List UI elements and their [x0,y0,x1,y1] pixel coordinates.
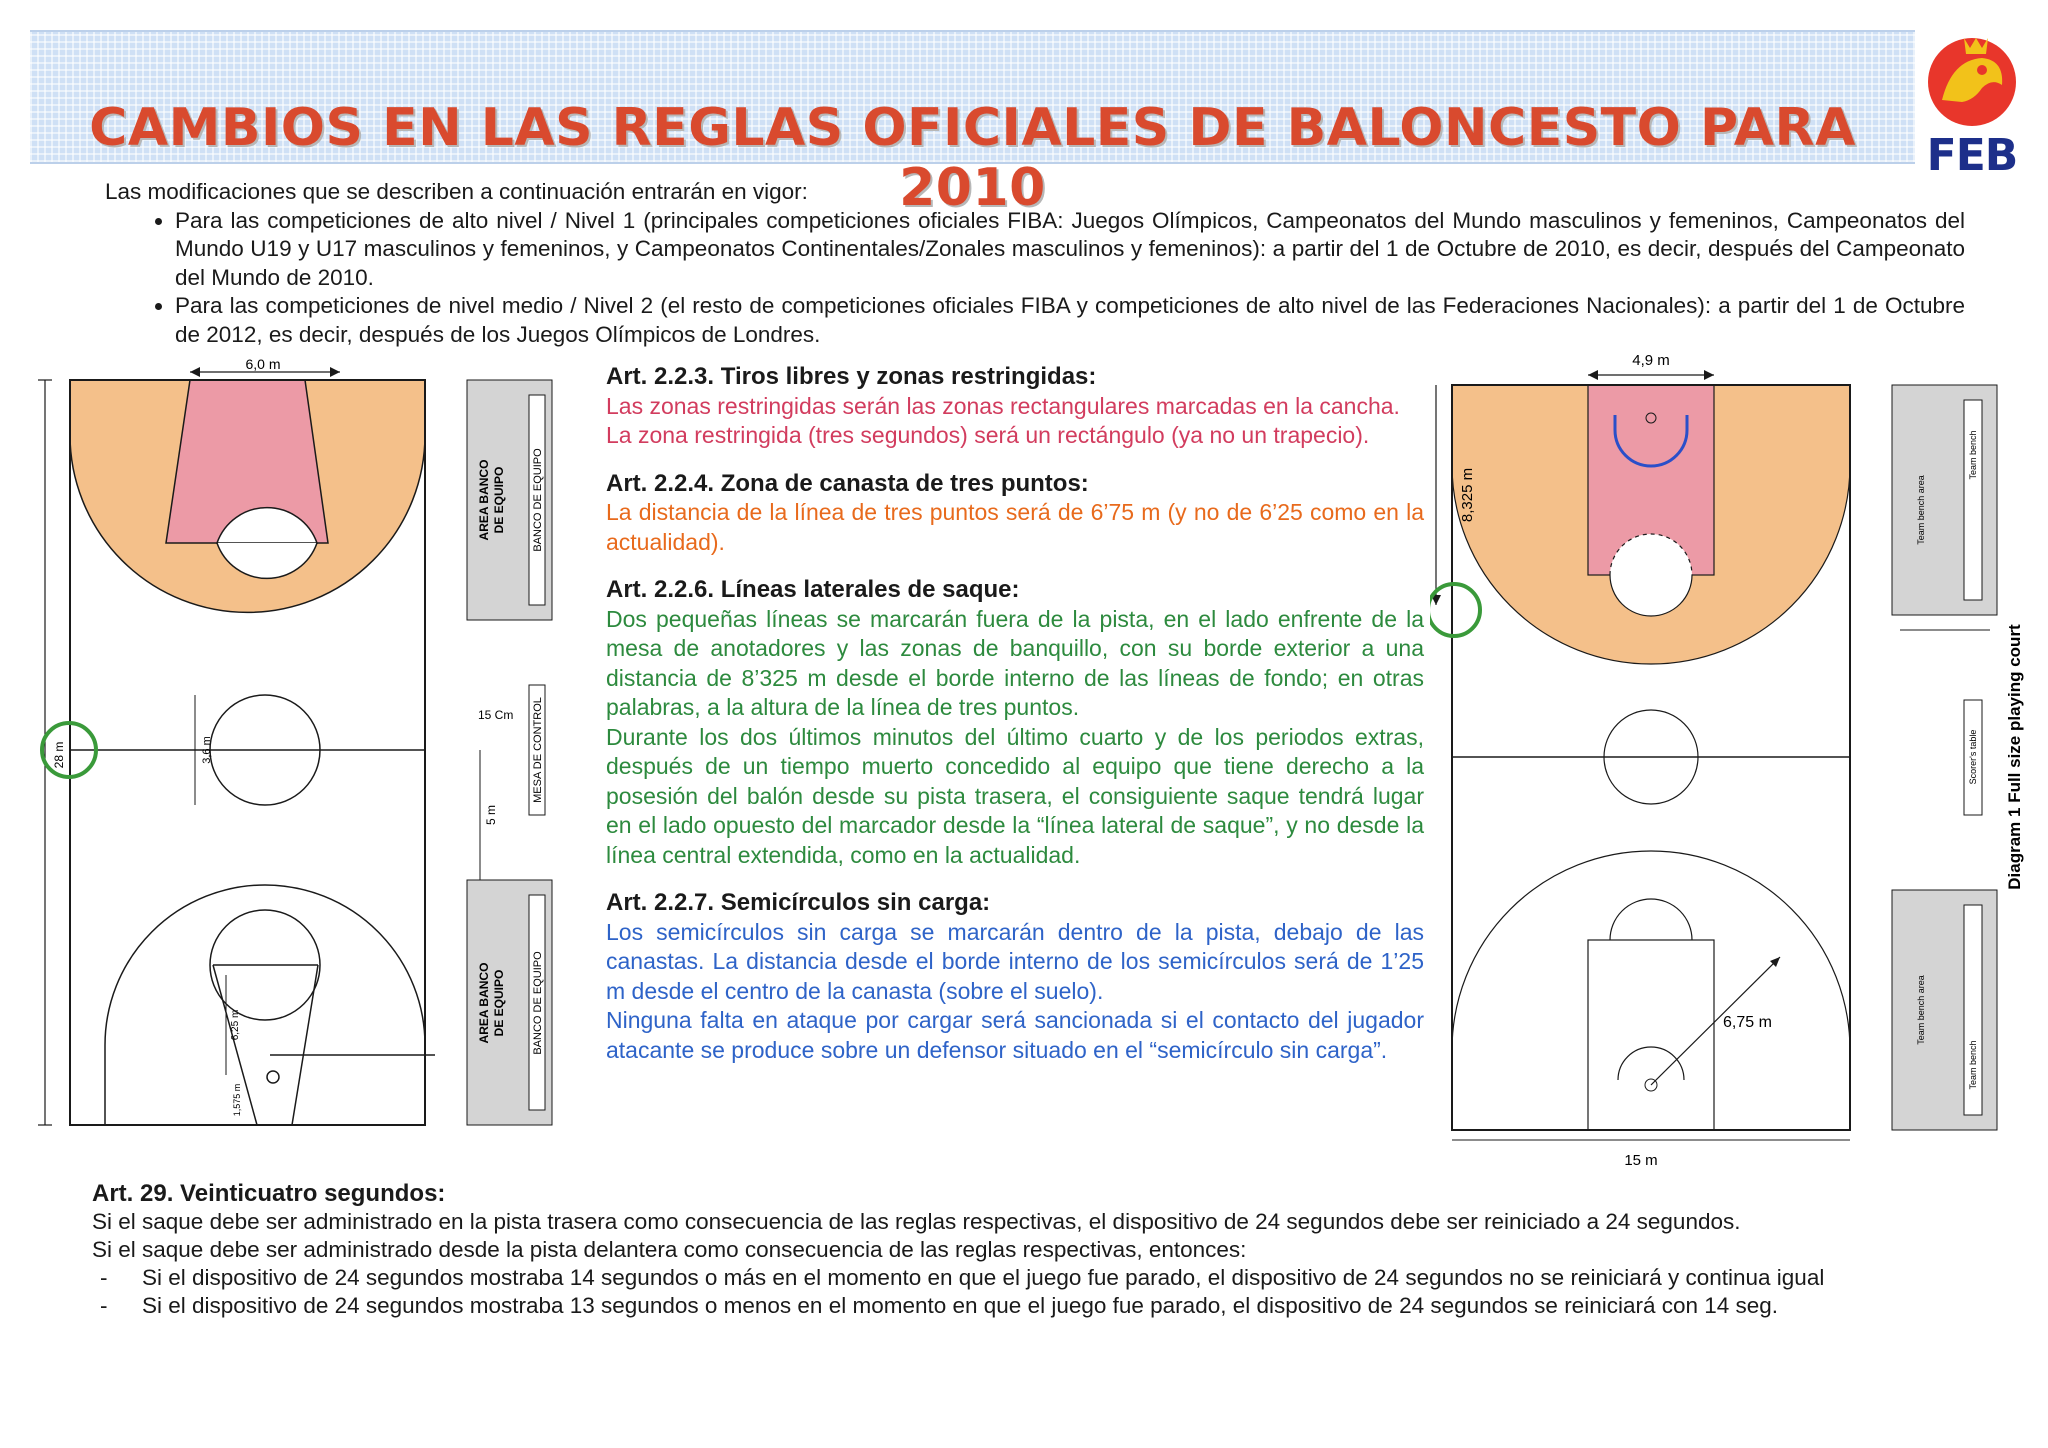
right-depth-label: 8,325 m [1459,467,1476,523]
team-bench-area-bottom: Team bench area [1916,975,1926,1045]
article-2-2-6 [606,575,1424,870]
team-bench-top: Team bench [1968,430,1978,480]
article-2-2-4-p1: La distancia de la línea de tres puntos será de 6’75 m (y no de 6’25 como en la actualidad). [606,499,1424,555]
bench-top-label: BANCO DE EQUIPO [532,448,544,552]
article-29-p1: Si el saque debe ser administrado en la pista trasera como consecuencia de las reglas respectivas, el dispositivo de 24 segundos debe ser reiniciado a 24 segundos. [92,1209,1741,1234]
article-2-2-3-p1: Las zonas restringidas serán las zonas rectangulares marcadas en la cancha. [606,392,1400,419]
article-29-item-2-text: Si el dispositivo de 24 segundos mostraba 13 segundos o menos en el momento en que el juego fue parado, el dispositivo de 24 segundos se reiniciará con 14 seg. [142,1293,1779,1318]
article-29-p2: Si el saque debe ser administrado desde la pista delantera como consecuencia de las reglas respectivas, entonces: [92,1237,1247,1262]
article-29-title: Art. 29. Veinticuatro segundos: [92,1180,446,1207]
intro-section [105,178,1965,349]
article-2-2-3 [606,362,1424,451]
dash-marker: - [100,1265,108,1290]
bench-bot-label: BANCO DE EQUIPO [532,951,544,1055]
bench-bot-line1: AREA BANCO [477,962,491,1044]
article-2-2-4 [606,469,1424,558]
side-caption: Diagram 1 Full size playing court [2005,624,2024,890]
bench-top-line1: AREA BANCO [477,459,491,541]
left-length-label: 28 m [52,741,66,769]
article-2-2-6-p1: Dos pequeñas líneas se marcarán fuera de la pista, en el lado enfrente de la mesa de anotadores y las zonas de banquillo, con su borde exterior a una distancia de 8’325 m desde el borde interno de las líneas de fondo; en otras palabras, a la altura de la línea de tres puntos. [606,605,1424,720]
scorers-table-label: Scorer's table [1968,729,1978,785]
circle-size-label: 3,6 m [201,736,213,764]
bench-top-line2: DE EQUIPO [492,466,506,534]
article-2-2-3-title: Art. 2.2.3. Tiros libres y zonas restringidas: [606,363,1097,390]
feb-logo [1912,30,2032,180]
article-2-2-6-p2: Durante los dos últimos minutos del último cuarto y de los periodos extras, después de un tiempo muerto concedido al equipo que tiene derecho a la posesión del balón desde su pista trasera, el consiguiente saque tendrá lugar en el lado opuesto del marcador desde la “línea lateral de saque”, y no desde la línea central extendida, como en la actualidad. [606,723,1424,868]
table-label: MESA DE CONTROL [532,697,544,803]
article-29-item-2 [92,1292,1972,1320]
intro-bullet-1: • Para las competiciones de alto nivel / Nivel 1 (principales competiciones oficiales FIBA: Juegos Olímpicos, Campeonatos del Mundo masculinos y femeninos, Campeonatos del Mundo U19 y U17 masculinos y femeninos, y Campeonatos Continentales/Zonales masculinos y femeninos): a partir del 1 de Octubre de 2010, es decir, después del Campeonato del Mundo de 2010. [175,207,1965,293]
page-title: CAMBIOS EN LAS REGLAS OFICIALES DE BALONCESTO PARA 2010 [89,98,1856,218]
left-width-label: 6,0 m [245,356,281,372]
article-2-2-4-title: Art. 2.2.4. Zona de canasta de tres puntos: [606,469,1089,497]
left-court-diagram [30,355,590,1130]
article-29 [92,1180,1972,1320]
dash-marker: - [100,1293,108,1318]
article-2-2-7-p1: Los semicírculos sin carga se marcarán dentro de la pista, debajo de las canastas. La distancia desde el borde interno de los semicírculos será de 1’25 m desde el centro de la canasta (sobre el suelo). [606,918,1424,1004]
team-bench-area-top: Team bench area [1916,475,1926,545]
ft-label: 6,25 m [230,1009,241,1041]
green-marker-right [1430,584,1480,636]
small-label: 1,575 m [232,1083,242,1117]
three-point-label: 6,75 m [1723,1014,1772,1031]
article-2-2-3-p2: La zona restringida (tres segundos) será un rectángulo (ya no un trapecio). [606,422,1370,448]
article-29-item-1 [92,1264,1972,1292]
team-bench-bottom: Team bench [1968,1040,1978,1090]
right-width-label: 4,9 m [1632,352,1670,369]
intro-bullet-2: • Para las competiciones de nivel medio / Nivel 2 (el resto de competiciones oficiales FIBA y competiciones de alto nivel de las Federaciones Nacionales): a partir del 1 de Octubre de 2012, es decir, después de los Juegos Olímpicos de Londres. [175,292,1965,349]
article-2-2-7 [606,888,1424,1065]
lion-emblem-icon [1912,30,2032,140]
table-span-label: 5 m [484,804,498,826]
court-width-label: 15 m [1624,1152,1658,1169]
article-2-2-7-title: Art. 2.2.7. Semicírculos sin carga: [606,889,991,916]
bench-bot-line2: DE EQUIPO [492,969,506,1037]
intro-lead: Las modificaciones que se describen a continuación entrarán en vigor: [105,179,808,204]
logo-text: FEB [1926,130,2018,181]
article-29-item-1-text: Si el dispositivo de 24 segundos mostraba 14 segundos o más en el momento en que el juego fue parado, el dispositivo de 24 segundos no se reiniciará y continua igual [142,1265,1825,1290]
articles-column [606,362,1424,1083]
article-2-2-6-title: Art. 2.2.6. Líneas laterales de saque: [606,576,1020,603]
gap-label: 15 Cm [478,708,514,722]
article-2-2-7-p2: Ninguna falta en ataque por cargar será sancionada si el contacto del jugador atacante se produce sobre un defensor situado en el “semicírculo sin carga”. [606,1007,1424,1063]
right-court-diagram [1430,345,2040,1175]
intro-list [105,207,1965,350]
